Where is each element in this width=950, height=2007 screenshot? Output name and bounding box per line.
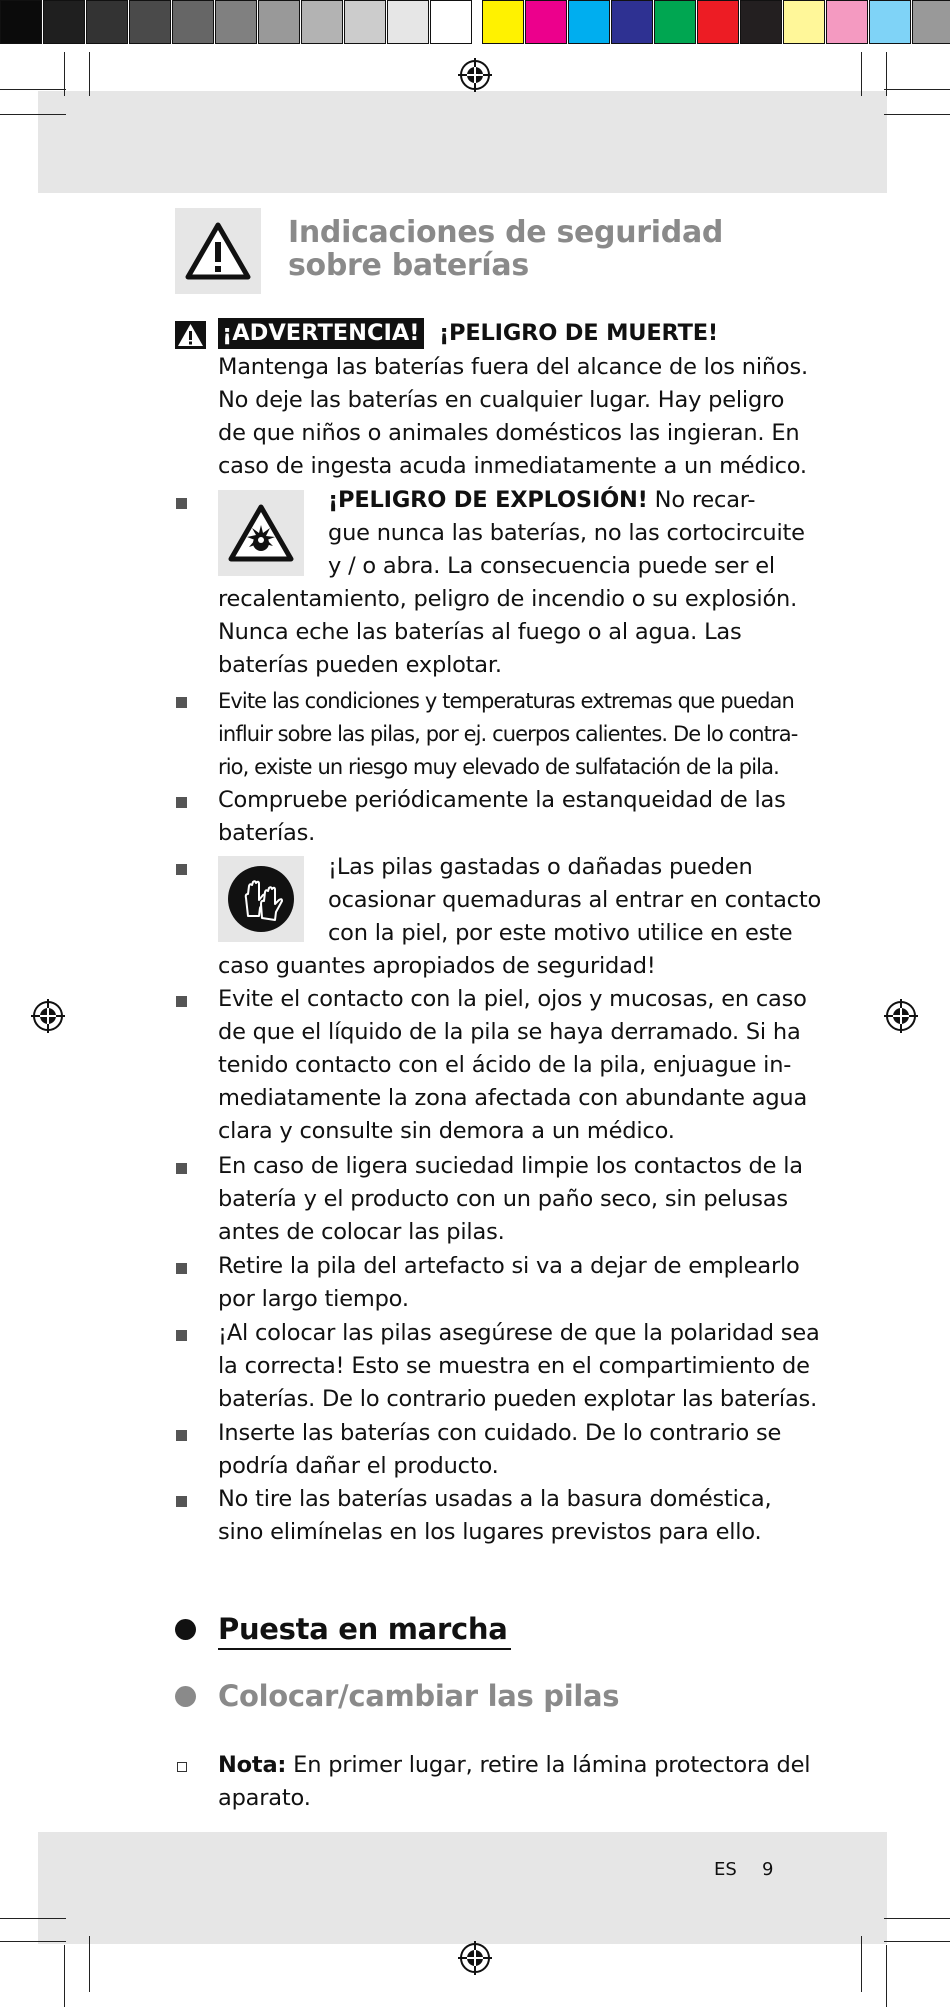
note-line1: En primer lugar, retire la lámina protectora del	[286, 1752, 811, 1778]
text-line: batería y el producto con un paño seco, sin pelusas	[218, 1186, 788, 1212]
text-line: caso guantes apropiados de seguridad!	[218, 953, 656, 979]
text-line: En caso de ligera suciedad limpie los contactos de la	[218, 1153, 803, 1179]
gray-swatch	[301, 0, 343, 44]
text-line: baterías pueden explotar.	[218, 652, 502, 678]
color-swatch	[783, 0, 825, 44]
text-line: No deje las baterías en cualquier lugar. Hay peligro	[218, 387, 785, 413]
gray-swatch	[258, 0, 300, 44]
text-line: Mantenga las baterías fuera del alcance de los niños.	[218, 354, 808, 380]
explosion-text-short	[328, 484, 805, 583]
note-label: Nota:	[218, 1752, 287, 1778]
warning-small-icon	[175, 321, 206, 349]
color-swatch	[568, 0, 610, 44]
explosion-icon	[228, 504, 294, 562]
color-swatch	[740, 0, 782, 44]
text-line: baterías.	[218, 820, 316, 846]
text-line: No tire las baterías usadas a la basura doméstica,	[218, 1486, 772, 1512]
text-line: podría dañar el producto.	[218, 1453, 499, 1479]
text-line: sino elimínelas en los lugares previstos para ello.	[218, 1519, 762, 1545]
gray-swatch	[215, 0, 257, 44]
gray-swatch	[387, 0, 429, 44]
text-line: de que niños o animales domésticos las ingieran. En	[218, 420, 800, 446]
registration-mark-right-icon	[884, 999, 918, 1033]
extreme-text	[218, 685, 797, 784]
list-bullet	[176, 996, 187, 1007]
text-line: gue nunca las baterías, no las cortocircuite	[328, 520, 805, 546]
text-line: ¡Al colocar las pilas asegúrese de que la polaridad sea	[218, 1320, 820, 1346]
text-line: recalentamiento, peligro de incendio o su explosión.	[218, 586, 798, 612]
list-bullet	[176, 697, 187, 708]
text-line: ocasionar quemaduras al entrar en contacto	[328, 887, 822, 913]
gloves-icon	[226, 864, 296, 934]
polarity-text	[218, 1317, 820, 1416]
gloves-icon-box	[218, 856, 304, 942]
text-line: por largo tiempo.	[218, 1286, 409, 1312]
skin-text	[218, 983, 807, 1148]
text-line: caso de ingesta acuda inmediatamente a un médico.	[218, 453, 807, 479]
text-line: antes de colocar las pilas.	[218, 1219, 505, 1245]
text-line: tenido contacto con el ácido de la pila, enjuague in-	[218, 1052, 792, 1078]
header-band	[38, 91, 887, 193]
explosion-icon-box	[218, 490, 304, 576]
explosion-line1-rest: No recar-	[647, 487, 756, 513]
explosion-text-full	[218, 583, 797, 682]
list-bullet	[176, 1430, 187, 1441]
startup-heading: Puesta en marcha	[218, 1610, 511, 1650]
list-bullet	[176, 1496, 187, 1507]
list-bullet	[176, 1330, 187, 1341]
color-swatch	[912, 0, 950, 44]
explosion-heading: ¡PELIGRO DE EXPLOSIÓN!	[328, 487, 648, 513]
text-line: rio, existe un riesgo muy elevado de sulfatación de la pila.	[218, 755, 779, 779]
text-line: la correcta! Esto se muestra en el compartimiento de	[218, 1353, 810, 1379]
color-swatch	[482, 0, 524, 44]
gloves-text-full	[218, 950, 656, 983]
text-line: Nunca eche las baterías al fuego o al agua. Las	[218, 619, 742, 645]
color-swatch	[826, 0, 868, 44]
danger-label: ¡PELIGRO DE MUERTE!	[439, 320, 718, 346]
text-line: Evite el contacto con la piel, ojos y mucosas, en caso	[218, 986, 807, 1012]
gray-swatch	[344, 0, 386, 44]
warning-text	[218, 351, 808, 483]
list-bullet	[176, 797, 187, 808]
color-swatch	[654, 0, 696, 44]
text-line: de que el líquido de la pila se haya derramado. Si ha	[218, 1019, 801, 1045]
text-line: con la piel, por este motivo utilice en este	[328, 920, 793, 946]
advertencia-badge: ¡ADVERTENCIA!	[218, 318, 424, 349]
text-line: baterías. De lo contrario pueden explotar las baterías.	[218, 1386, 818, 1412]
remove-text	[218, 1250, 800, 1316]
footer-page-number: 9	[762, 1859, 774, 1880]
gray-swatch	[172, 0, 214, 44]
gray-swatch	[129, 0, 171, 44]
registration-mark-left-icon	[31, 999, 65, 1033]
text-line: Inserte las baterías con cuidado. De lo contrario se	[218, 1420, 782, 1446]
text-line: ¡Las pilas gastadas o dañadas pueden	[328, 854, 753, 880]
text-line: influir sobre las pilas, por ej. cuerpos calientes. De lo contra-	[218, 722, 798, 746]
startup-subheading: Colocar/cambiar las pilas	[218, 1679, 620, 1713]
footer-band	[38, 1832, 887, 1944]
section-title-line: Indicaciones de seguridad	[288, 215, 724, 250]
text-line: Compruebe periódicamente la estanqueidad de las	[218, 787, 786, 813]
text-line: clara y consulte sin demora a un médico.	[218, 1118, 675, 1144]
leak-check-text	[218, 784, 786, 850]
text-line	[328, 484, 805, 517]
section-title	[288, 216, 723, 282]
warning-triangle-icon	[185, 222, 251, 280]
footer-language: ES	[714, 1859, 737, 1880]
registration-mark-top-icon	[458, 58, 492, 92]
gray-swatch	[86, 0, 128, 44]
section-warning-icon-box	[175, 208, 261, 294]
color-swatch	[611, 0, 653, 44]
gray-swatch	[430, 0, 472, 44]
gray-swatch	[0, 0, 42, 44]
note-bullet	[177, 1762, 187, 1772]
dirt-text	[218, 1150, 803, 1249]
text-line: Evite las condiciones y temperaturas extremas que puedan	[218, 689, 794, 713]
note-text	[218, 1749, 810, 1815]
text-line: aparato.	[218, 1785, 311, 1811]
list-bullet	[176, 864, 187, 875]
section-title-line: sobre baterías	[288, 248, 529, 283]
text-line: y / o abra. La consecuencia puede ser el	[328, 553, 775, 579]
color-swatch	[525, 0, 567, 44]
text-line: Retire la pila del artefacto si va a dejar de emplearlo	[218, 1253, 800, 1279]
heading-dot-icon	[175, 1619, 196, 1640]
subheading-dot-icon	[175, 1686, 196, 1707]
list-bullet	[176, 1263, 187, 1274]
insert-text	[218, 1417, 781, 1483]
color-swatch	[697, 0, 739, 44]
text-line: mediatamente la zona afectada con abundante agua	[218, 1085, 808, 1111]
text-line	[218, 1749, 810, 1782]
list-bullet	[176, 498, 187, 509]
registration-mark-bottom-icon	[458, 1941, 492, 1975]
dispose-text	[218, 1483, 771, 1549]
color-swatch	[869, 0, 911, 44]
list-bullet	[176, 1163, 187, 1174]
gloves-text-short	[328, 851, 821, 950]
gray-swatch	[43, 0, 85, 44]
